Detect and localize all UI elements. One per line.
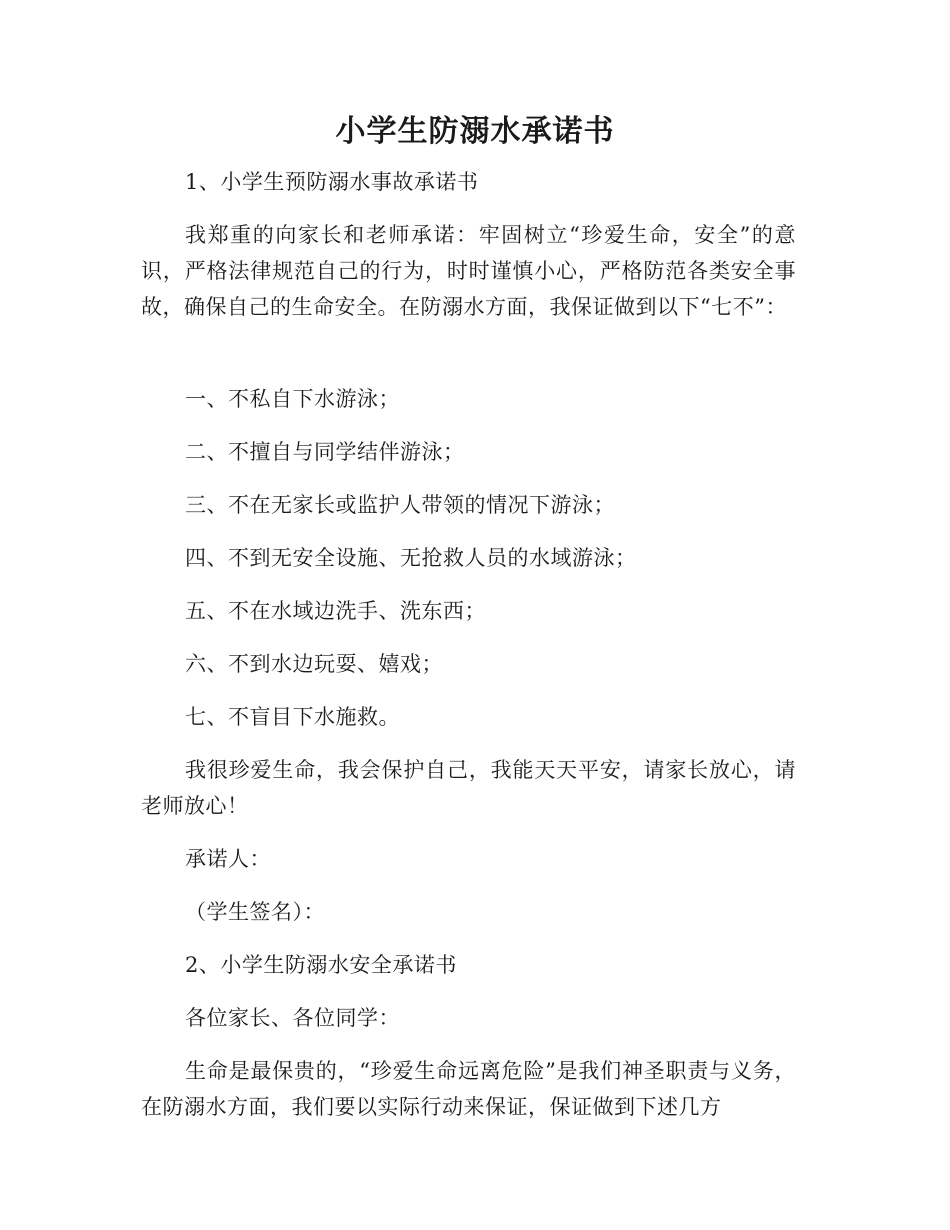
- pledge-item-2: 二、不擅自与同学结伴游泳；: [185, 440, 465, 464]
- salutation: 各位家长、各位同学：: [185, 1006, 400, 1030]
- pledge-item-7: 七、不盲目下水施救。: [185, 705, 400, 729]
- paragraph-safety-pledge: 生命是最保贵的，“珍爱生命远离危险”是我们神圣职责与义务，在防溺水方面，我们要以实际行动来保证，保证做到下述几方: [141, 1059, 796, 1119]
- pledge-item-3: 三、不在无家长或监护人带领的情况下游泳；: [185, 493, 615, 517]
- paragraph-pledge-closing: 我很珍爱生命，我会保护自己，我能天天平安，请家长放心，请老师放心！: [141, 758, 796, 818]
- section-heading-2: 2、小学生防溺水安全承诺书: [185, 953, 457, 977]
- pledge-item-4: 四、不到无安全设施、无抢救人员的水域游泳；: [185, 546, 637, 570]
- document-title: 小学生防溺水承诺书: [335, 114, 615, 149]
- pledger-label: 承诺人：: [185, 847, 271, 871]
- pledge-item-6: 六、不到水边玩耍、嬉戏；: [185, 652, 443, 676]
- paragraph-pledge-intro: 我郑重的向家长和老师承诺：牢固树立“珍爱生命，安全”的意识，严格法律规范自己的行为，时时谨慎小心，严格防范各类安全事故，确保自己的生命安全。在防溺水方面，我保证做到以下“七不”：: [141, 223, 796, 319]
- pledge-item-5: 五、不在水域边洗手、洗东西；: [185, 599, 486, 623]
- student-signature-label: （学生签名）：: [185, 900, 325, 924]
- pledge-item-1: 一、不私自下水游泳；: [185, 387, 400, 411]
- section-heading-1: 1、小学生预防溺水事故承诺书: [185, 170, 479, 194]
